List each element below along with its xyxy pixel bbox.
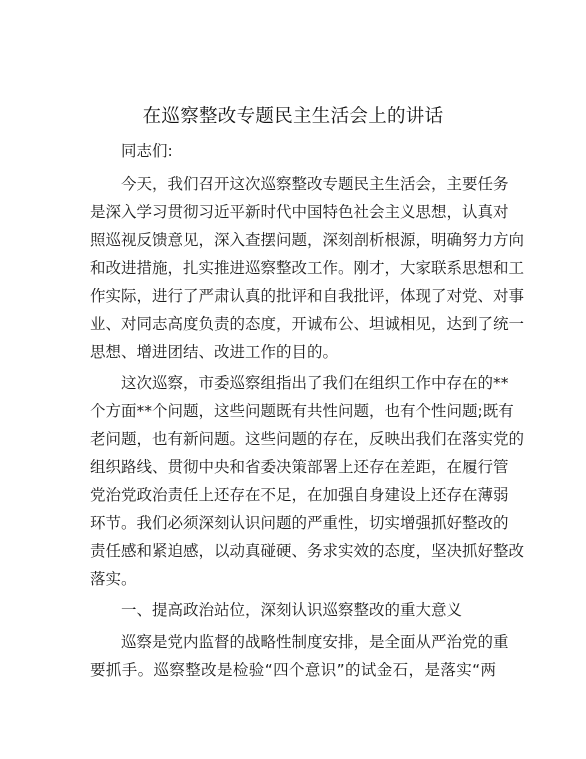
paragraph-line: 思想、增进团结、改进工作的目的。 xyxy=(90,343,339,361)
paragraph-line: 照巡视反馈意见，深入查摆问题，深刻剖析根源，明确努力方向 xyxy=(90,231,525,249)
paragraph-line: 个方面**个问题，这些问题既有共性问题，也有个性问题;既有 xyxy=(90,402,514,420)
paragraph-line: 业、对同志高度负责的态度，开诚布公、坦诚相见，达到了统一 xyxy=(90,315,525,333)
paragraph-line: 今天，我们召开这次巡察整改专题民主生活会，主要任务 xyxy=(121,175,509,193)
section-heading-text: 一、提高政治站位，深刻认识巡察整改的重大意义 xyxy=(121,601,463,619)
paragraph-line: 党治党政治责任上还存在不足，在加强自身建设上还存在薄弱 xyxy=(90,486,509,504)
paragraph-line: 落实。 xyxy=(90,570,137,588)
paragraph-line: 要抓手。巡察整改是检验“四个意识”的试金石，是落实“两 xyxy=(90,661,496,679)
paragraph-line: 环节。我们必须深刻认识问题的严重性，切实增强抓好整改的 xyxy=(90,514,509,532)
paragraph-line: 巡察是党内监督的战略性制度安排，是全面从严治党的重 xyxy=(121,633,509,651)
paragraph-line: 责任感和紧迫感，以动真碰硬、务求实效的态度，坚决抓好整改 xyxy=(90,542,525,560)
paragraph-line: 这次巡察，市委巡察组指出了我们在组织工作中存在的** xyxy=(121,374,509,392)
paragraph-line: 作实际，进行了严肃认真的批评和自我批评，体现了对党、对事 xyxy=(90,287,525,305)
salutation: 同志们: xyxy=(121,142,173,160)
paragraph-line: 是深入学习贯彻习近平新时代中国特色社会主义思想，认真对 xyxy=(90,203,509,221)
paragraph-line: 老问题，也有新问题。这些问题的存在，反映出我们在落实党的 xyxy=(90,430,525,448)
paragraph-line: 组织路线、贯彻中央和省委决策部署上还存在差距，在履行管 xyxy=(90,458,509,476)
document-title: 在巡察整改专题民主生活会上的讲话 xyxy=(142,106,444,127)
paragraph-line: 和改进措施，扎实推进巡察整改工作。刚才，大家联系思想和工 xyxy=(90,259,525,277)
